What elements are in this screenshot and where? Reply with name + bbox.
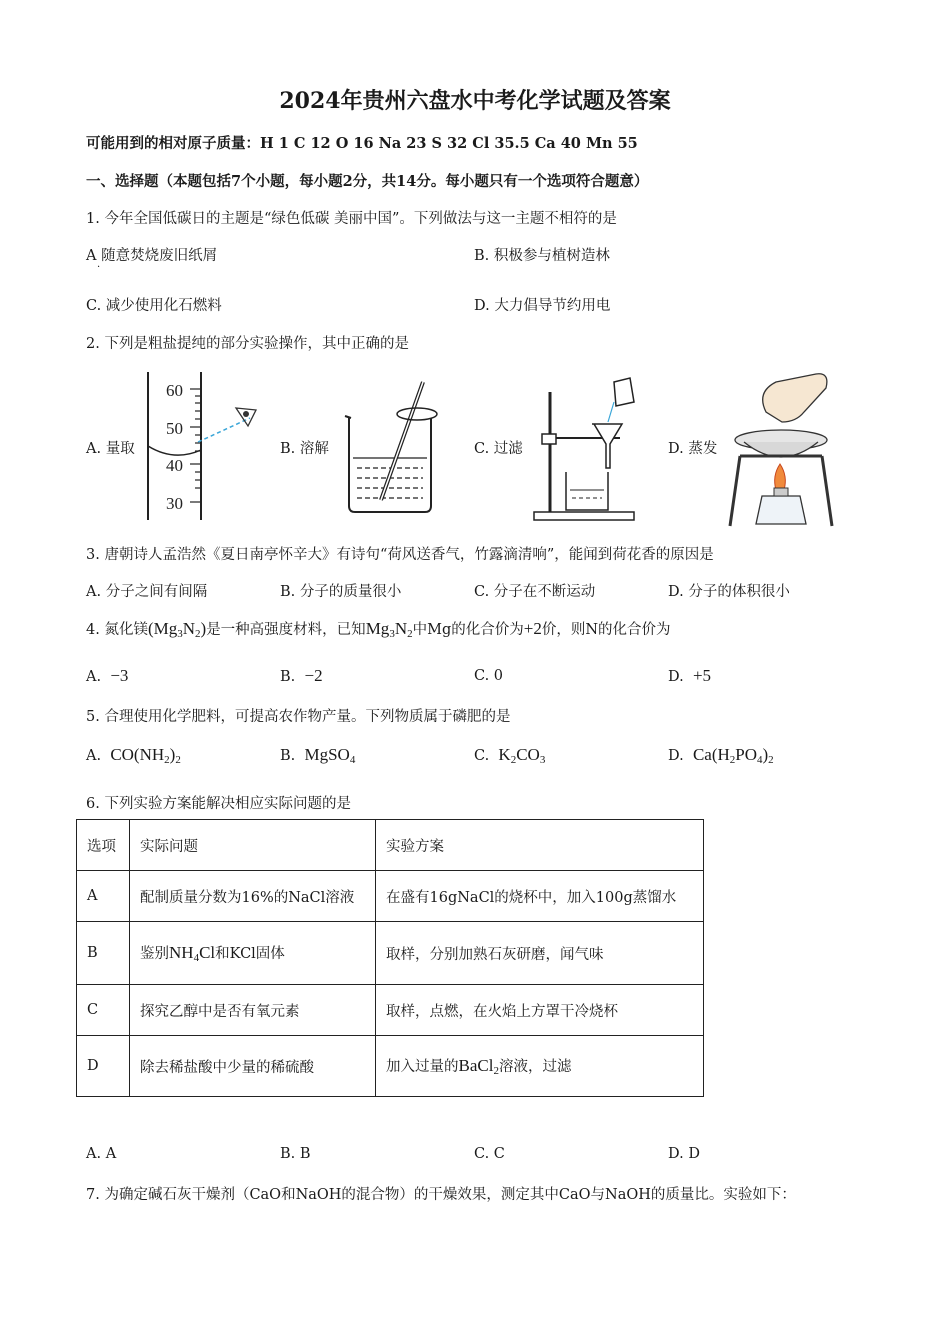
formula-mg3n2-b: $Mg_3N_2$ xyxy=(365,619,413,640)
q5-option-a: A. $CO(NH_2)_2$ xyxy=(86,745,181,766)
q3-option-b: B. 分子的质量很小 xyxy=(280,584,402,600)
evaporation-figure xyxy=(726,372,836,532)
q5-option-c: C. $K_2CO_3$ xyxy=(474,745,546,766)
q1-option-c: C. 减少使用化石燃料 xyxy=(86,298,222,314)
q7-stem: 7. 为确定碱石灰干燥剂（CaO和NaOH的混合物）的干燥效果，测定其中CaO与NaOH的质量比。实验如下： xyxy=(86,1187,796,1203)
q4-mid2: 中Mg的化合价为 xyxy=(412,622,524,638)
q4-option-d: D. +5 xyxy=(668,666,712,685)
q4-option-c: C. 0 xyxy=(474,668,504,684)
q4-num: 4. 氮化镁 xyxy=(86,622,148,638)
q5-option-b: B. MgSO$_4$ xyxy=(280,745,356,766)
measuring-cylinder-figure xyxy=(140,370,260,525)
q2-option-a: A. 量取 xyxy=(86,441,135,457)
tick-40: 40 xyxy=(166,456,183,475)
q3-option-c: C. 分子在不断运动 xyxy=(474,584,596,600)
table-row: D 除去稀盐酸中少量的稀硫酸 加入过量的BaCl$_2$溶液，过滤 xyxy=(77,1036,704,1097)
table-row: A 配制质量分数为16%的NaCl溶液 在盛有16gNaCl的烧杯中，加入100g蒸馏水 xyxy=(77,871,704,922)
q2-option-d: D. 蒸发 xyxy=(668,441,718,457)
q2-option-c: C. 过滤 xyxy=(474,441,523,457)
tick-60: 60 xyxy=(166,381,183,400)
table-row: B 鉴别$NH_4Cl$和KCl固体 取样，分别加熟石灰研磨，闻气味 xyxy=(77,922,704,985)
dissolving-beaker-figure xyxy=(335,378,445,518)
header-option: 选项 xyxy=(77,820,130,871)
q4-stem xyxy=(86,618,671,640)
tick-30: 30 xyxy=(166,494,183,513)
q1-option-b: B. 积极参与植树造林 xyxy=(474,248,610,264)
formula-mg3n2: $(Mg_3N_2)$ xyxy=(147,619,207,640)
table-row: C 探究乙醇中是否有氧元素 取样，点燃，在火焰上方罩干冷烧杯 xyxy=(77,985,704,1036)
q1-option-a: A 随意焚烧废旧纸屑 xyxy=(86,248,218,264)
q1-option-d: D. 大力倡导节约用电 xyxy=(474,298,611,314)
q6-option-b: B. B xyxy=(280,1146,311,1162)
q3-option-a: A. 分子之间有间隔 xyxy=(86,584,208,600)
q2-option-b: B. 溶解 xyxy=(280,441,329,457)
page-title: 2024年贵州六盘水中考化学试题及答案 xyxy=(279,88,671,114)
q4-option-b: B. −2 xyxy=(280,666,323,685)
q6-option-c: C. C xyxy=(474,1146,505,1162)
q5-stem: 5. 合理使用化学肥料，可提高农作物产量。下列物质属于磷肥的是 xyxy=(86,709,511,725)
q6-option-a: A. A xyxy=(86,1146,117,1162)
atomic-mass-line: 可能用到的相对原子质量：H 1 C 12 O 16 Na 23 S 32 Cl 35.5 Ca 40 Mn 55 xyxy=(86,135,638,152)
header-problem: 实际问题 xyxy=(130,820,376,871)
q2-stem: 2. 下列是粗盐提纯的部分实验操作，其中正确的是 xyxy=(86,336,409,352)
q3-option-d: D. 分子的体积很小 xyxy=(668,584,790,600)
dot-mark: · xyxy=(97,262,101,273)
q1-stem: 1. 今年全国低碳日的主题是“绿色低碳 美丽中国”。下列做法与这一主题不相符的是 xyxy=(86,211,617,227)
q3-stem: 3. 唐朝诗人孟浩然《夏日南亭怀辛大》有诗句“荷风送香气，竹露滴清响”，能闻到荷花香的原因是 xyxy=(86,547,714,563)
valence-value: +2 xyxy=(523,619,542,638)
q6-option-d: D. D xyxy=(668,1146,700,1162)
q6-stem: 6. 下列实验方案能解决相应实际问题的是 xyxy=(86,796,351,812)
q6-table xyxy=(76,819,704,1097)
tick-50: 50 xyxy=(166,419,183,438)
header-plan: 实验方案 xyxy=(376,820,704,871)
q4-option-a: A. −3 xyxy=(86,666,129,685)
section-heading: 一、选择题（本题包括7个小题，每小题2分，共14分。每小题只有一个选项符合题意） xyxy=(86,173,649,190)
q4-mid1: 是一种高强度材料，已知 xyxy=(206,622,366,638)
hand-icon xyxy=(763,374,827,422)
filtration-figure xyxy=(530,372,650,524)
q5-option-d: D. $Ca(H_2PO_4)_2$ xyxy=(668,745,774,766)
q4-end: 价，则N的化合价为 xyxy=(541,622,671,638)
